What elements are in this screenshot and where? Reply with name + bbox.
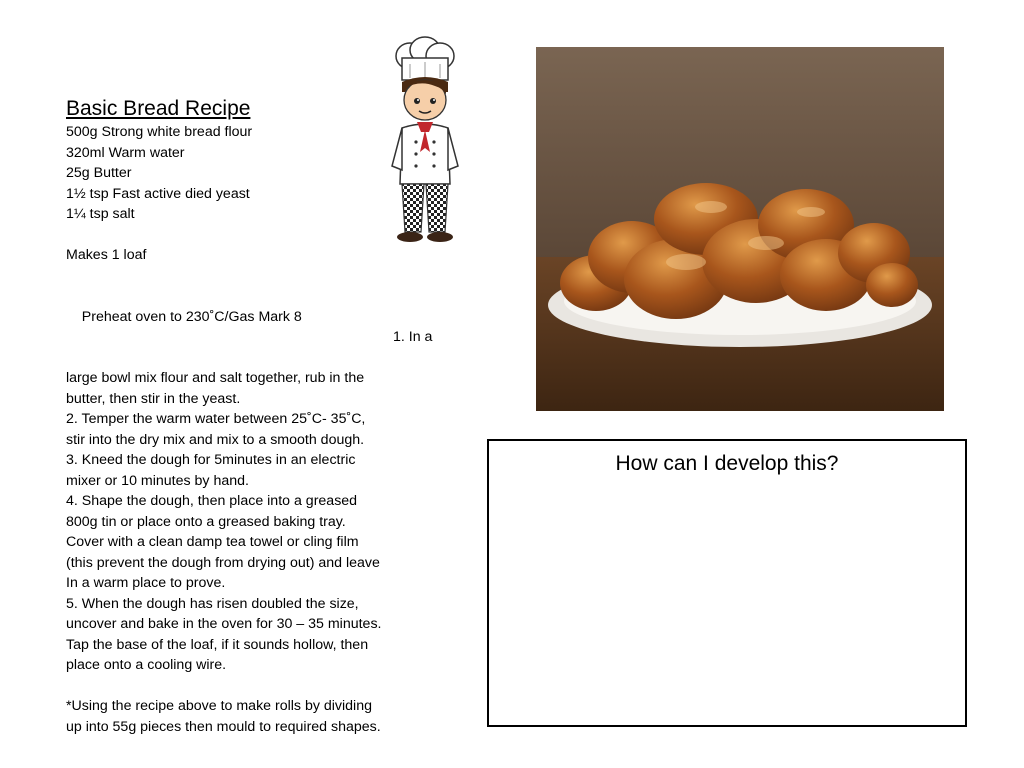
method-line: Cover with a clean damp tea towel or cling film [66, 534, 359, 550]
method-line: 4. Shape the dough, then place into a greased [66, 493, 358, 509]
method-line: 3. Kneed the dough for 5minutes in an electric [66, 452, 356, 468]
chef-hat-icon [396, 37, 454, 80]
recipe-title: Basic Bread Recipe [66, 97, 251, 120]
method-preheat-row [66, 286, 446, 368]
rolls-note: up into 55g pieces then mould to required shapes. [66, 718, 381, 735]
recipe-yield: Makes 1 loaf [66, 247, 147, 263]
ingredient-butter: 25g Butter [66, 165, 132, 181]
ingredient-water: 320ml Warm water [66, 144, 185, 161]
method-line: mixer or 10 minutes by hand. [66, 472, 249, 489]
method-line: butter, then stir in the yeast. [66, 390, 241, 407]
method-line: place onto a cooling wire. [66, 657, 227, 673]
method-line: In a warm place to prove. [66, 575, 226, 591]
method-line: 800g tin or place onto a greased baking tray. [66, 513, 346, 530]
method-line: 5. When the dough has risen doubled the size, [66, 595, 359, 612]
rolls-note: *Using the recipe above to make rolls by dividing [66, 698, 372, 714]
ingredient-flour: 500g Strong white bread flour [66, 124, 253, 140]
braided-bread-loaf-photo [536, 47, 944, 411]
develop-answer-box[interactable] [487, 439, 967, 727]
method-preheat: Preheat oven to 230˚C/Gas Mark 8 [81, 308, 302, 325]
chef-cartoon-illustration [380, 36, 470, 248]
method-line: uncover and bake in the oven for 30 – 35 minutes. [66, 616, 382, 632]
ingredient-yeast: 1½ tsp Fast active died yeast [66, 185, 250, 202]
method-line: stir into the dry mix and mix to a smooth dough. [66, 431, 365, 448]
develop-prompt: How can I develop this? [615, 452, 839, 475]
ingredient-salt: 1¼ tsp salt [66, 206, 135, 222]
method-line: (this prevent the dough from drying out) and leave [66, 554, 380, 571]
method-line: 2. Temper the warm water between 25˚C- 35˚C, [66, 411, 366, 427]
method-step1-start: 1. In a [393, 329, 433, 345]
method-line: Tap the base of the loaf, if it sounds hollow, then [66, 636, 369, 653]
method-line: large bowl mix flour and salt together, rub in the [66, 370, 365, 386]
